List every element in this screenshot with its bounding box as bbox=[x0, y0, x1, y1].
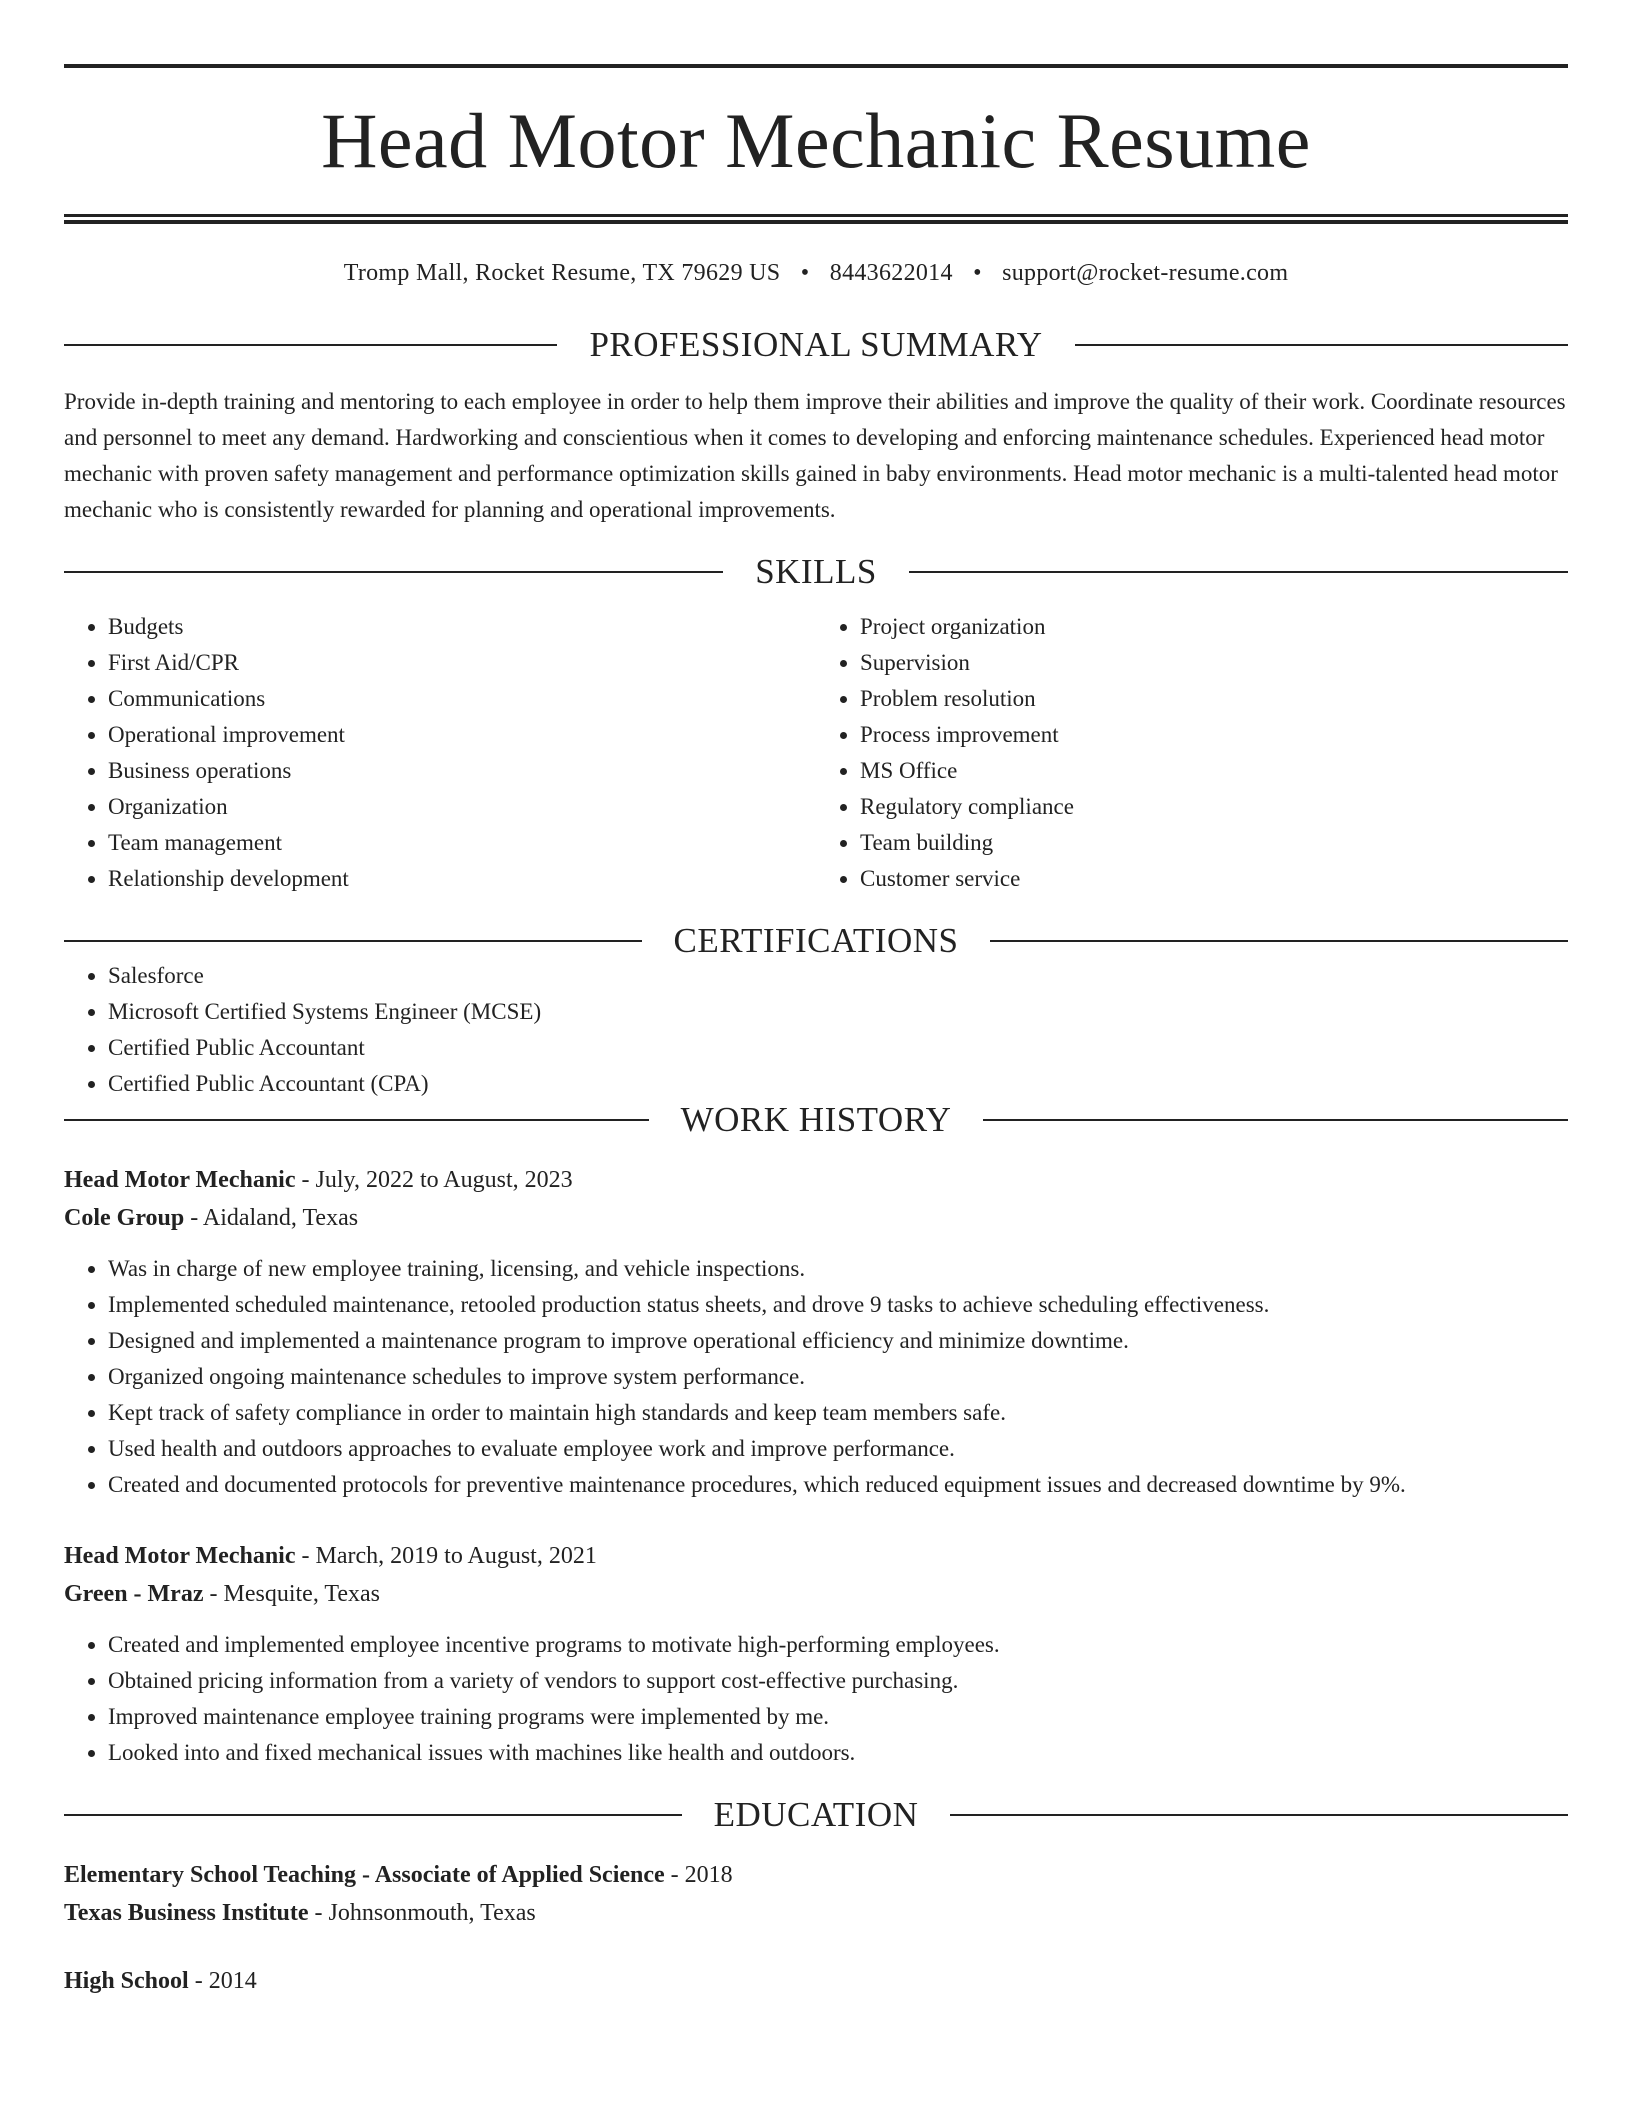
job-duty: • Looked into and fixed mechanical issues with machines like health and outdoors. bbox=[108, 1735, 1568, 1771]
edu-degree: High School bbox=[64, 1968, 189, 1994]
job-duty: • Created and implemented employee incentive programs to motivate high-performing employees. bbox=[108, 1627, 1568, 1663]
section-title: PROFESSIONAL SUMMARY bbox=[589, 325, 1043, 364]
resume-page bbox=[64, 0, 1568, 2000]
certifications-list bbox=[64, 958, 1568, 1102]
edu-degree-line bbox=[64, 1856, 1568, 1894]
job-title-line bbox=[64, 1161, 1568, 1199]
contact-separator: • bbox=[800, 260, 810, 286]
work-history bbox=[64, 1161, 1568, 1771]
skill-item: • Operational improvement bbox=[108, 717, 816, 753]
edu-school-line bbox=[64, 1894, 1568, 1932]
certification-item: • Certified Public Accountant bbox=[108, 1030, 1568, 1066]
skill-item: • Relationship development bbox=[108, 861, 816, 897]
skill-item: • Supervision bbox=[860, 645, 1568, 681]
job-duty: • Designed and implemented a maintenance program to improve operational efficiency and minimize downtime. bbox=[108, 1323, 1568, 1359]
top-rule bbox=[64, 64, 1568, 68]
heading-rule bbox=[990, 940, 1568, 942]
job-duty: • Used health and outdoors approaches to evaluate employee work and improve performance. bbox=[108, 1431, 1568, 1467]
contact-email: support@rocket-resume.com bbox=[1002, 260, 1289, 286]
skills-columns bbox=[64, 609, 1568, 897]
job-duty: • Kept track of safety compliance in order to maintain high standards and keep team members safe. bbox=[108, 1395, 1568, 1431]
education-entry bbox=[64, 1962, 1568, 2000]
job-company: Cole Group bbox=[64, 1205, 185, 1231]
work-history-heading bbox=[64, 1102, 1568, 1137]
edu-year: - 2014 bbox=[188, 1968, 257, 1994]
section-title: EDUCATION bbox=[713, 1795, 919, 1834]
job-duty: • Improved maintenance employee training programs were implemented by me. bbox=[108, 1699, 1568, 1735]
skill-item: • Communications bbox=[108, 681, 816, 717]
job-dates: - March, 2019 to August, 2021 bbox=[295, 1543, 597, 1569]
resume-title: Head Motor Mechanic Resume bbox=[321, 97, 1311, 184]
heading-rule bbox=[64, 940, 642, 942]
job-title: Head Motor Mechanic bbox=[64, 1543, 296, 1569]
heading-rule bbox=[950, 1814, 1568, 1816]
education-entry bbox=[64, 1856, 1568, 1932]
certification-item: • Certified Public Accountant (CPA) bbox=[108, 1066, 1568, 1102]
skill-item: • Team building bbox=[860, 825, 1568, 861]
contact-line bbox=[64, 260, 1568, 287]
section-title: SKILLS bbox=[755, 552, 877, 591]
summary-heading bbox=[64, 327, 1568, 362]
heading-rule bbox=[909, 571, 1568, 573]
certifications-heading bbox=[64, 923, 1568, 958]
heading-rule bbox=[64, 1119, 649, 1121]
edu-year: - 2018 bbox=[664, 1862, 733, 1888]
summary-text: Provide in-depth training and mentoring to each employee in order to help them improve their abilities and improve the quality of their work. Coordinate resources and personnel to meet any demand. Hardworking and conscientious when it comes to developing and enforcing maintenance schedules. Experienced head motor mechanic with proven safety management and performance optimization skills gained in baby environments. Head motor mechanic is a multi-talented head motor mechanic who is consistently rewarded for planning and operational improvements. bbox=[64, 389, 1566, 522]
skill-item: • Team management bbox=[108, 825, 816, 861]
job-location: - Aidaland, Texas bbox=[184, 1205, 359, 1231]
job-duties-list bbox=[64, 1627, 1568, 1771]
heading-rule bbox=[64, 1814, 682, 1816]
section-title: WORK HISTORY bbox=[680, 1100, 952, 1139]
job-dates: - July, 2022 to August, 2023 bbox=[295, 1167, 573, 1193]
skill-item: • Problem resolution bbox=[860, 681, 1568, 717]
job-duties-list bbox=[64, 1251, 1568, 1503]
job-company: Green - Mraz bbox=[64, 1581, 204, 1607]
job-location: - Mesquite, Texas bbox=[203, 1581, 381, 1607]
skill-item: • Project organization bbox=[860, 609, 1568, 645]
job-duty: • Organized ongoing maintenance schedules to improve system performance. bbox=[108, 1359, 1568, 1395]
job-duty: • Created and documented protocols for preventive maintenance procedures, which reduced equipment issues and decreased downtime by 9%. bbox=[108, 1467, 1568, 1503]
job-entry bbox=[64, 1161, 1568, 1503]
job-duty: • Implemented scheduled maintenance, retooled production status sheets, and drove 9 tasks to achieve scheduling effectiveness. bbox=[108, 1287, 1568, 1323]
contact-address: Tromp Mall, Rocket Resume, TX 79629 US bbox=[343, 260, 781, 286]
heading-rule bbox=[64, 344, 557, 346]
certification-item: • Salesforce bbox=[108, 958, 1568, 994]
job-duty: • Obtained pricing information from a variety of vendors to support cost-effective purchasing. bbox=[108, 1663, 1568, 1699]
edu-school: Texas Business Institute bbox=[64, 1900, 309, 1926]
skills-right-list bbox=[816, 609, 1568, 897]
heading-rule bbox=[64, 571, 723, 573]
education-heading bbox=[64, 1797, 1568, 1832]
skills-left-list bbox=[64, 609, 816, 897]
job-entry bbox=[64, 1537, 1568, 1771]
skill-item: • Regulatory compliance bbox=[860, 789, 1568, 825]
edu-degree-line bbox=[64, 1962, 1568, 2000]
job-company-line bbox=[64, 1199, 1568, 1237]
title-double-rule bbox=[64, 214, 1568, 224]
contact-phone: 8443622014 bbox=[829, 260, 953, 286]
skill-item: • Business operations bbox=[108, 753, 816, 789]
job-title: Head Motor Mechanic bbox=[64, 1167, 296, 1193]
certification-item: • Microsoft Certified Systems Engineer (MCSE) bbox=[108, 994, 1568, 1030]
heading-rule bbox=[1075, 344, 1568, 346]
edu-degree: Elementary School Teaching - Associate of Applied Science bbox=[64, 1862, 665, 1888]
heading-rule bbox=[983, 1119, 1568, 1121]
skill-item: • First Aid/CPR bbox=[108, 645, 816, 681]
skills-heading bbox=[64, 554, 1568, 589]
skill-item: • MS Office bbox=[860, 753, 1568, 789]
skill-item: • Organization bbox=[108, 789, 816, 825]
job-duty: • Was in charge of new employee training, licensing, and vehicle inspections. bbox=[108, 1251, 1568, 1287]
job-title-line bbox=[64, 1537, 1568, 1575]
skill-item: • Budgets bbox=[108, 609, 816, 645]
job-company-line bbox=[64, 1575, 1568, 1613]
skill-item: • Process improvement bbox=[860, 717, 1568, 753]
section-title: CERTIFICATIONS bbox=[673, 921, 959, 960]
edu-location: - Johnsonmouth, Texas bbox=[308, 1900, 536, 1926]
contact-separator: • bbox=[973, 260, 982, 286]
skill-item: • Customer service bbox=[860, 861, 1568, 897]
